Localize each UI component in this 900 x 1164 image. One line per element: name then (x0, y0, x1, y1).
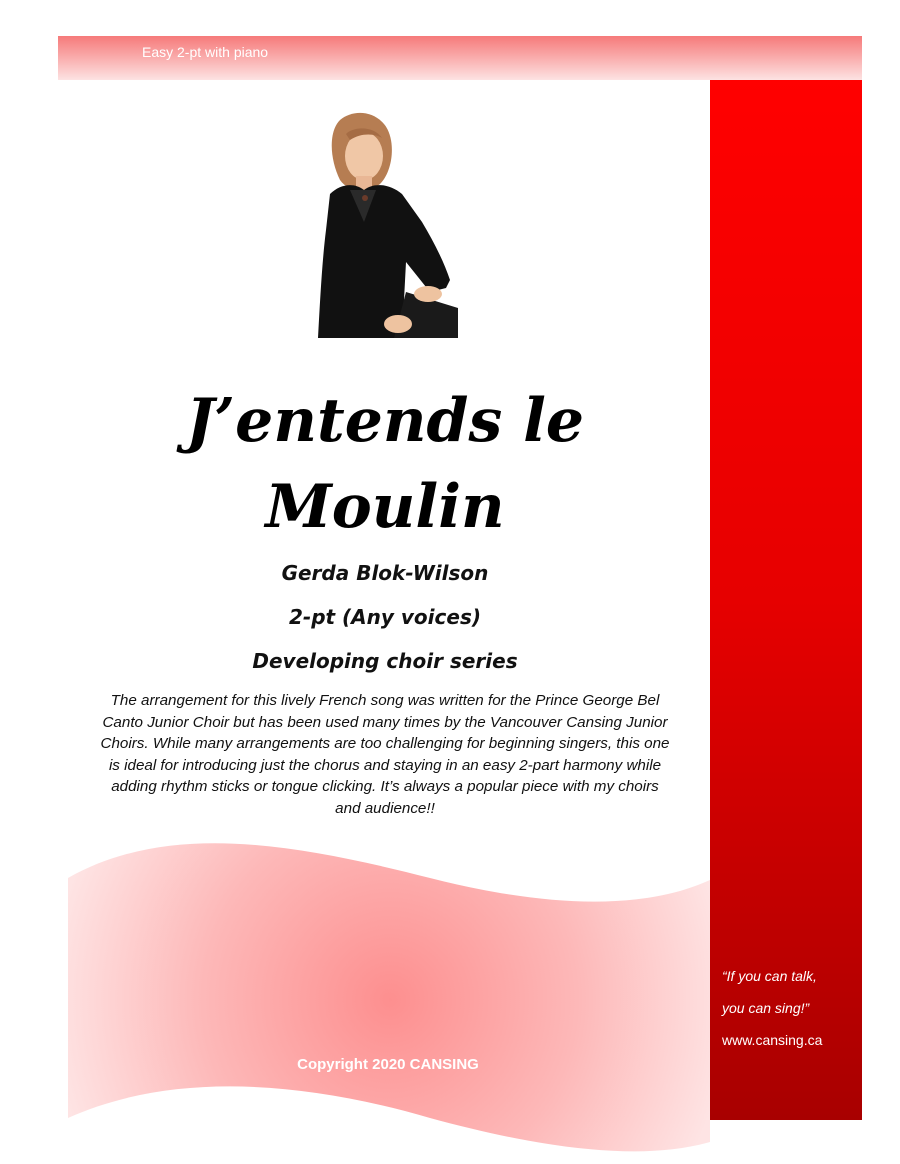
voicing-label: 2-pt (Any voices) (288, 605, 481, 629)
title-line-2: Moulin (265, 472, 505, 542)
title-line-1: J’entends le (185, 386, 585, 456)
composer-portrait (310, 112, 460, 338)
motto-line-2: you can sing!” (722, 1000, 810, 1016)
arrangement-description: The arrangement for this lively French song was written for the Prince George Bel Canto Junior Choir but has been used many times by the Vancouver Cansing Junior Choirs. While many arrangements are too challenging for beginning singers, this one is ideal for introducing just the chorus and staying in an easy 2-part harmony while adding rhythm sticks or tongue clicking. It’s always a popular piece with my choirs and audience!! (100, 692, 670, 817)
difficulty-label: Easy 2-pt with piano (142, 44, 269, 60)
copyright-notice: Copyright 2020 CANSING (297, 1056, 479, 1073)
motto-line-1: “If you can talk, (722, 968, 817, 984)
website-url: www.cansing.ca (722, 1032, 823, 1048)
series-label: Developing choir series (252, 649, 518, 673)
song-title (70, 378, 700, 550)
composer-name: Gerda Blok-Wilson (281, 561, 489, 585)
